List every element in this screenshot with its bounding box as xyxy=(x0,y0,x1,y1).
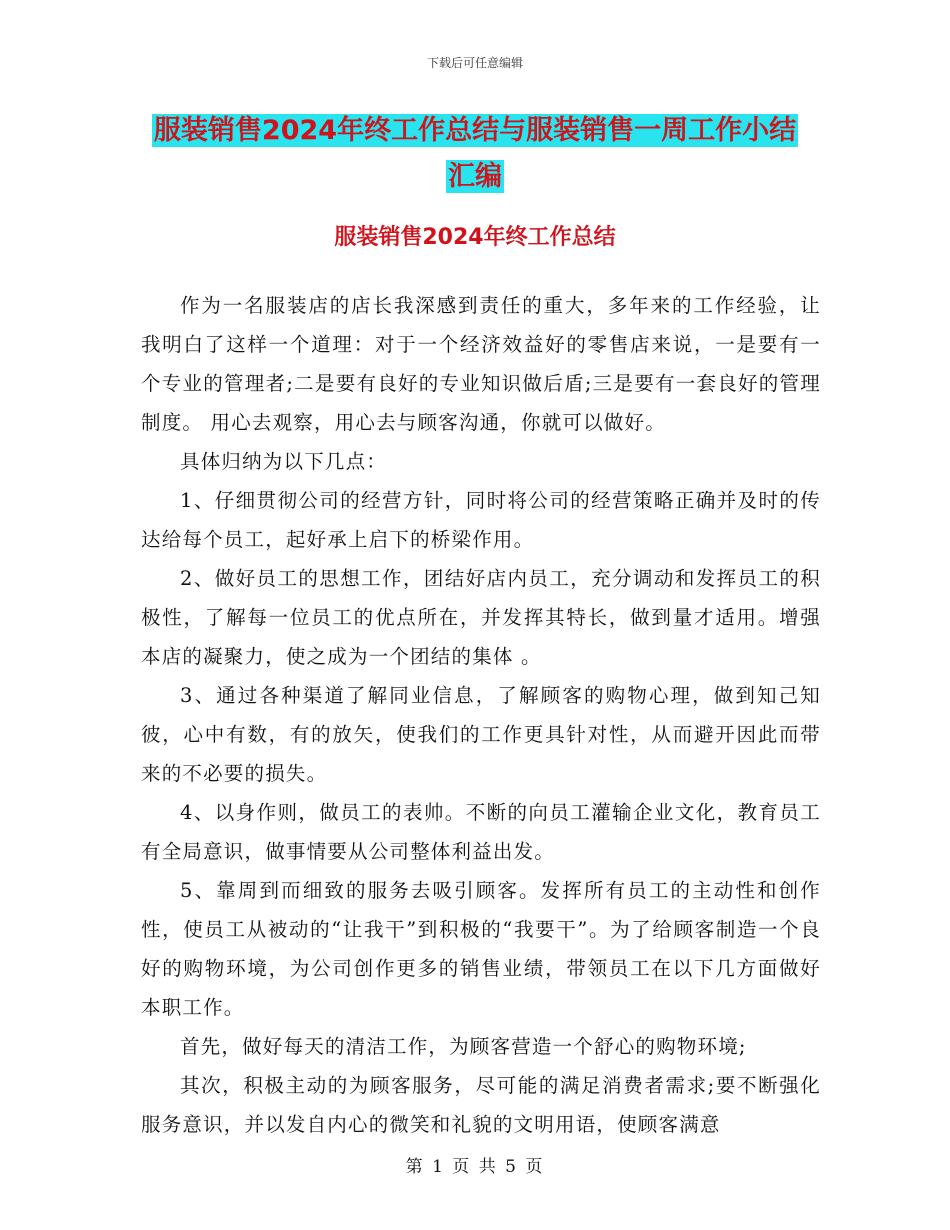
body-text xyxy=(141,286,821,1144)
document-title xyxy=(0,108,950,200)
paragraph: 其次，积极主动的为顾客服务，尽可能的满足消费者需求;要不断强化服务意识，并以发自内心的微笑和礼貌的文明用语，使顾客满意 xyxy=(141,1074,821,1136)
paragraph: 首先，做好每天的清洁工作，为顾客营造一个舒心的购物环境; xyxy=(180,1035,747,1058)
paragraph: 5、靠周到而细致的服务去吸引顾客。发挥所有员工的主动性和创作性，使员工从被动的“让我干”到积极的“我要干”。为了给顾客制造一个良好的购物环境，为公司创作更多的销售业绩，带领员工在以下几方面做好本职工作。 xyxy=(141,879,821,1019)
page-number-footer: 第 1 页 共 5 页 xyxy=(405,1157,545,1177)
section-title: 服装销售2024年终工作总结 xyxy=(334,225,616,250)
paragraph: 3、通过各种渠道了解同业信息，了解顾客的购物心理，做到知己知彼，心中有数，有的放矢，使我们的工作更具针对性，从而避开因此而带来的不必要的损失。 xyxy=(141,684,821,785)
paragraph: 具体归纳为以下几点： xyxy=(180,450,388,473)
document-title-line-1: 服装销售2024年终工作总结与服装销售一周工作小结 xyxy=(153,115,797,146)
paragraph: 1、仔细贯彻公司的经营方针，同时将公司的经营策略正确并及时的传达给每个员工，起好承上启下的桥梁作用。 xyxy=(141,489,821,551)
paragraph: 4、以身作则，做员工的表帅。不断的向员工灌输企业文化，教育员工有全局意识，做事情要从公司整体利益出发。 xyxy=(141,801,821,863)
paragraph: 2、做好员工的思想工作，团结好店内员工，充分调动和发挥员工的积极性，了解每一位员工的优点所在，并发挥其特长，做到量才适用。增强本店的凝聚力，使之成为一个团结的集体 。 xyxy=(141,567,821,668)
header-note: 下载后可任意编辑 xyxy=(426,56,523,70)
document-title-line-2: 汇编 xyxy=(448,161,502,192)
paragraph: 作为一名服装店的店长我深感到责任的重大，多年来的工作经验，让我明白了这样一个道理：对于一个经济效益好的零售店来说，一是要有一个专业的管理者;二是要有良好的专业知识做后盾;三是要有一套良好的管理制度。 用心去观察，用心去与顾客沟通，你就可以做好。 xyxy=(141,294,821,434)
